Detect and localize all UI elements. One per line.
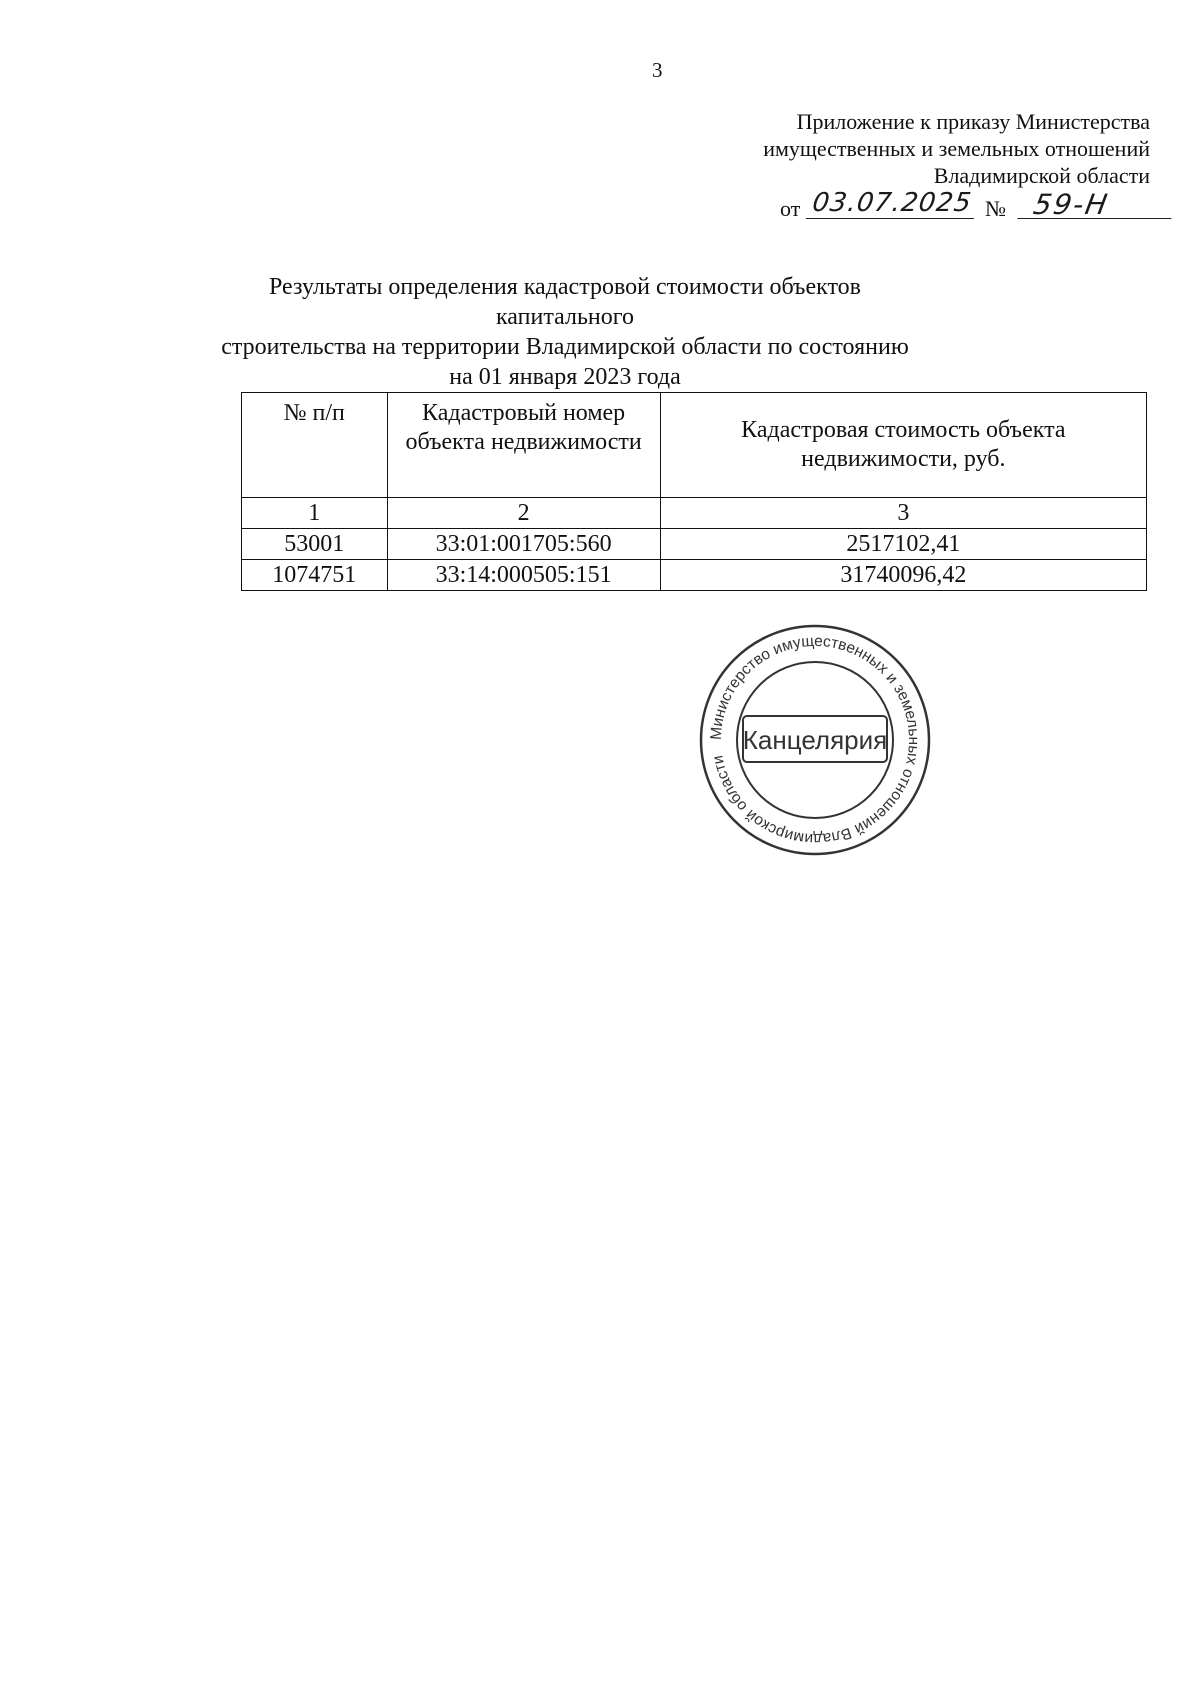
document-title xyxy=(205,272,925,392)
stamp-ring-text: Министерство имущественных и земельных отношений Владимирской области xyxy=(707,632,923,848)
table-header-row xyxy=(242,393,1147,498)
header-row-number: № п/п xyxy=(242,393,388,498)
header-cadastral-value: Кадастровая стоимость объекта недвижимости, руб. xyxy=(660,393,1146,498)
table-row xyxy=(242,529,1147,560)
cadastral-number-cell: 33:01:001705:560 xyxy=(387,529,660,560)
stamp-center-text: Канцелярия xyxy=(742,725,888,755)
column-number-cell: 1 xyxy=(242,498,388,529)
table-row xyxy=(242,560,1147,591)
column-number-cell: 3 xyxy=(660,498,1146,529)
title-line-2: строительства на территории Владимирской области по состоянию xyxy=(221,334,909,360)
order-date-handwritten: 03.07.2025 xyxy=(806,188,978,219)
appendix-line-3: Владимирской области xyxy=(933,163,1150,188)
row-number-cell: 53001 xyxy=(242,529,388,560)
header-cadastral-number: Кадастровый номер объекта недвижимости xyxy=(387,393,660,498)
order-reference xyxy=(780,188,1160,222)
order-from-label: от xyxy=(780,196,801,221)
appendix-line-2: имущественных и земельных отношений xyxy=(763,136,1150,161)
office-stamp xyxy=(695,620,935,860)
title-line-3: на 01 января 2023 года xyxy=(449,364,681,390)
stamp-seal-icon xyxy=(695,620,935,860)
cadastral-value-cell: 2517102,41 xyxy=(660,529,1146,560)
row-number-cell: 1074751 xyxy=(242,560,388,591)
appendix-line-1: Приложение к приказу Министерства xyxy=(796,109,1150,134)
cadastral-value-cell: 31740096,42 xyxy=(660,560,1146,591)
appendix-header xyxy=(590,108,1150,189)
title-line-1: Результаты определения кадастровой стоимости объектов капитального xyxy=(269,274,861,330)
cadastral-value-table xyxy=(241,392,1147,591)
order-number-label: № xyxy=(985,196,1006,221)
page-number: 3 xyxy=(652,58,663,82)
column-number-cell: 2 xyxy=(387,498,660,529)
cadastral-number-cell: 33:14:000505:151 xyxy=(387,560,660,591)
column-number-row xyxy=(242,498,1147,529)
order-number-handwritten: 59-Н xyxy=(1017,188,1176,219)
